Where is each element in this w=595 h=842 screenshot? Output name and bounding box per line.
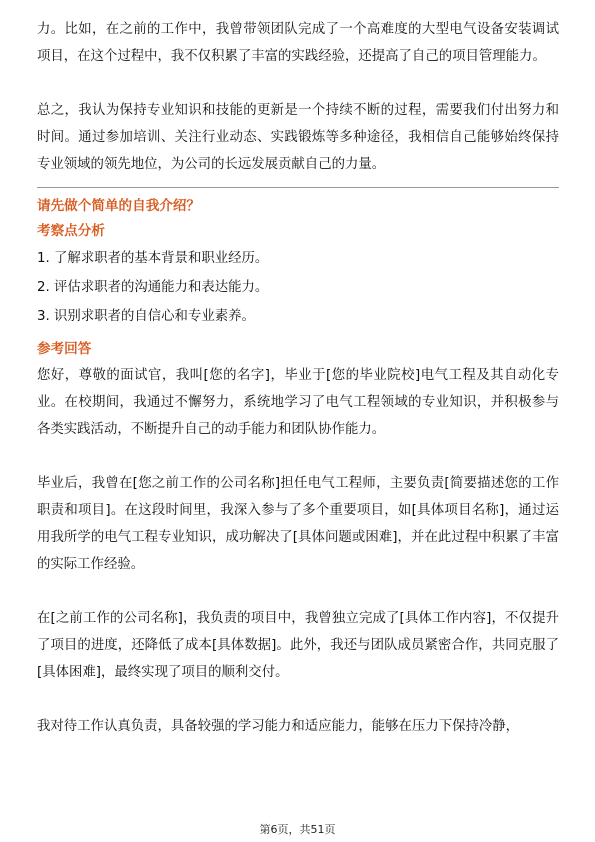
paragraph-gap	[37, 70, 559, 97]
section-divider	[37, 187, 559, 188]
intro-paragraph-2: 总之，我认为保持专业知识和技能的更新是一个持续不断的过程，需要我们付出努力和时间。通过参加培训、关注行业动态、实践锻炼等多种途径，我相信自己能够始终保持专业领域的领先地位，为公司的长远发展贡献自己的力量。	[37, 103, 559, 172]
paragraph-gap	[37, 578, 559, 605]
answer-paragraph-1: 您好，尊敬的面试官，我叫[您的名字]，毕业于[您的毕业院校]电气工程及其自动化专业。在校期间，我通过不懈努力，系统地学习了电气工程领域的专业知识，并积极参与各类实践活动，不断提升自己的动手能力和团队协作能力。	[37, 368, 559, 437]
analysis-list	[37, 244, 559, 331]
analysis-item: 1. 了解求职者的基本背景和职业经历。	[37, 251, 269, 266]
paragraph-gap	[37, 686, 559, 713]
answer-title: 参考回答	[37, 341, 92, 357]
analysis-item: 3. 识别求职者的自信心和专业素养。	[37, 309, 255, 324]
analysis-item: 2. 评估求职者的沟通能力和表达能力。	[37, 280, 269, 295]
document-page	[37, 16, 559, 740]
question-heading: 请先做个简单的自我介绍？	[37, 198, 201, 214]
intro-paragraph-1: 力。比如，在之前的工作中，我曾带领团队完成了一个高难度的大型电气设备安装调试项目，在这个过程中，我不仅积累了丰富的实践经验，还提高了自己的项目管理能力。	[37, 22, 559, 64]
answer-paragraph-3: 在[之前工作的公司名称]，我负责的项目中，我曾独立完成了[具体工作内容]，不仅提升了项目的进度，还降低了成本[具体数据]。此外，我还与团队成员紧密合作，共同克服了[具体困难]，最终实现了项目的顺利交付。	[37, 611, 559, 680]
answer-paragraph-2: 毕业后，我曾在[您之前工作的公司名称]担任电气工程师，主要负责[简要描述您的工作职责和项目]。在这段时间里，我深入参与了多个重要项目，如[具体项目名称]，通过运用我所学的电气工程专业知识，成功解决了[具体问题或困难]，并在此过程中积累了丰富的实际工作经验。	[37, 476, 559, 572]
answer-paragraph-4: 我对待工作认真负责，具备较强的学习能力和适应能力，能够在压力下保持冷静，	[37, 719, 520, 734]
analysis-title: 考察点分析	[37, 223, 105, 239]
paragraph-gap	[37, 443, 559, 470]
page-number: 第6页，共51页	[259, 823, 336, 836]
